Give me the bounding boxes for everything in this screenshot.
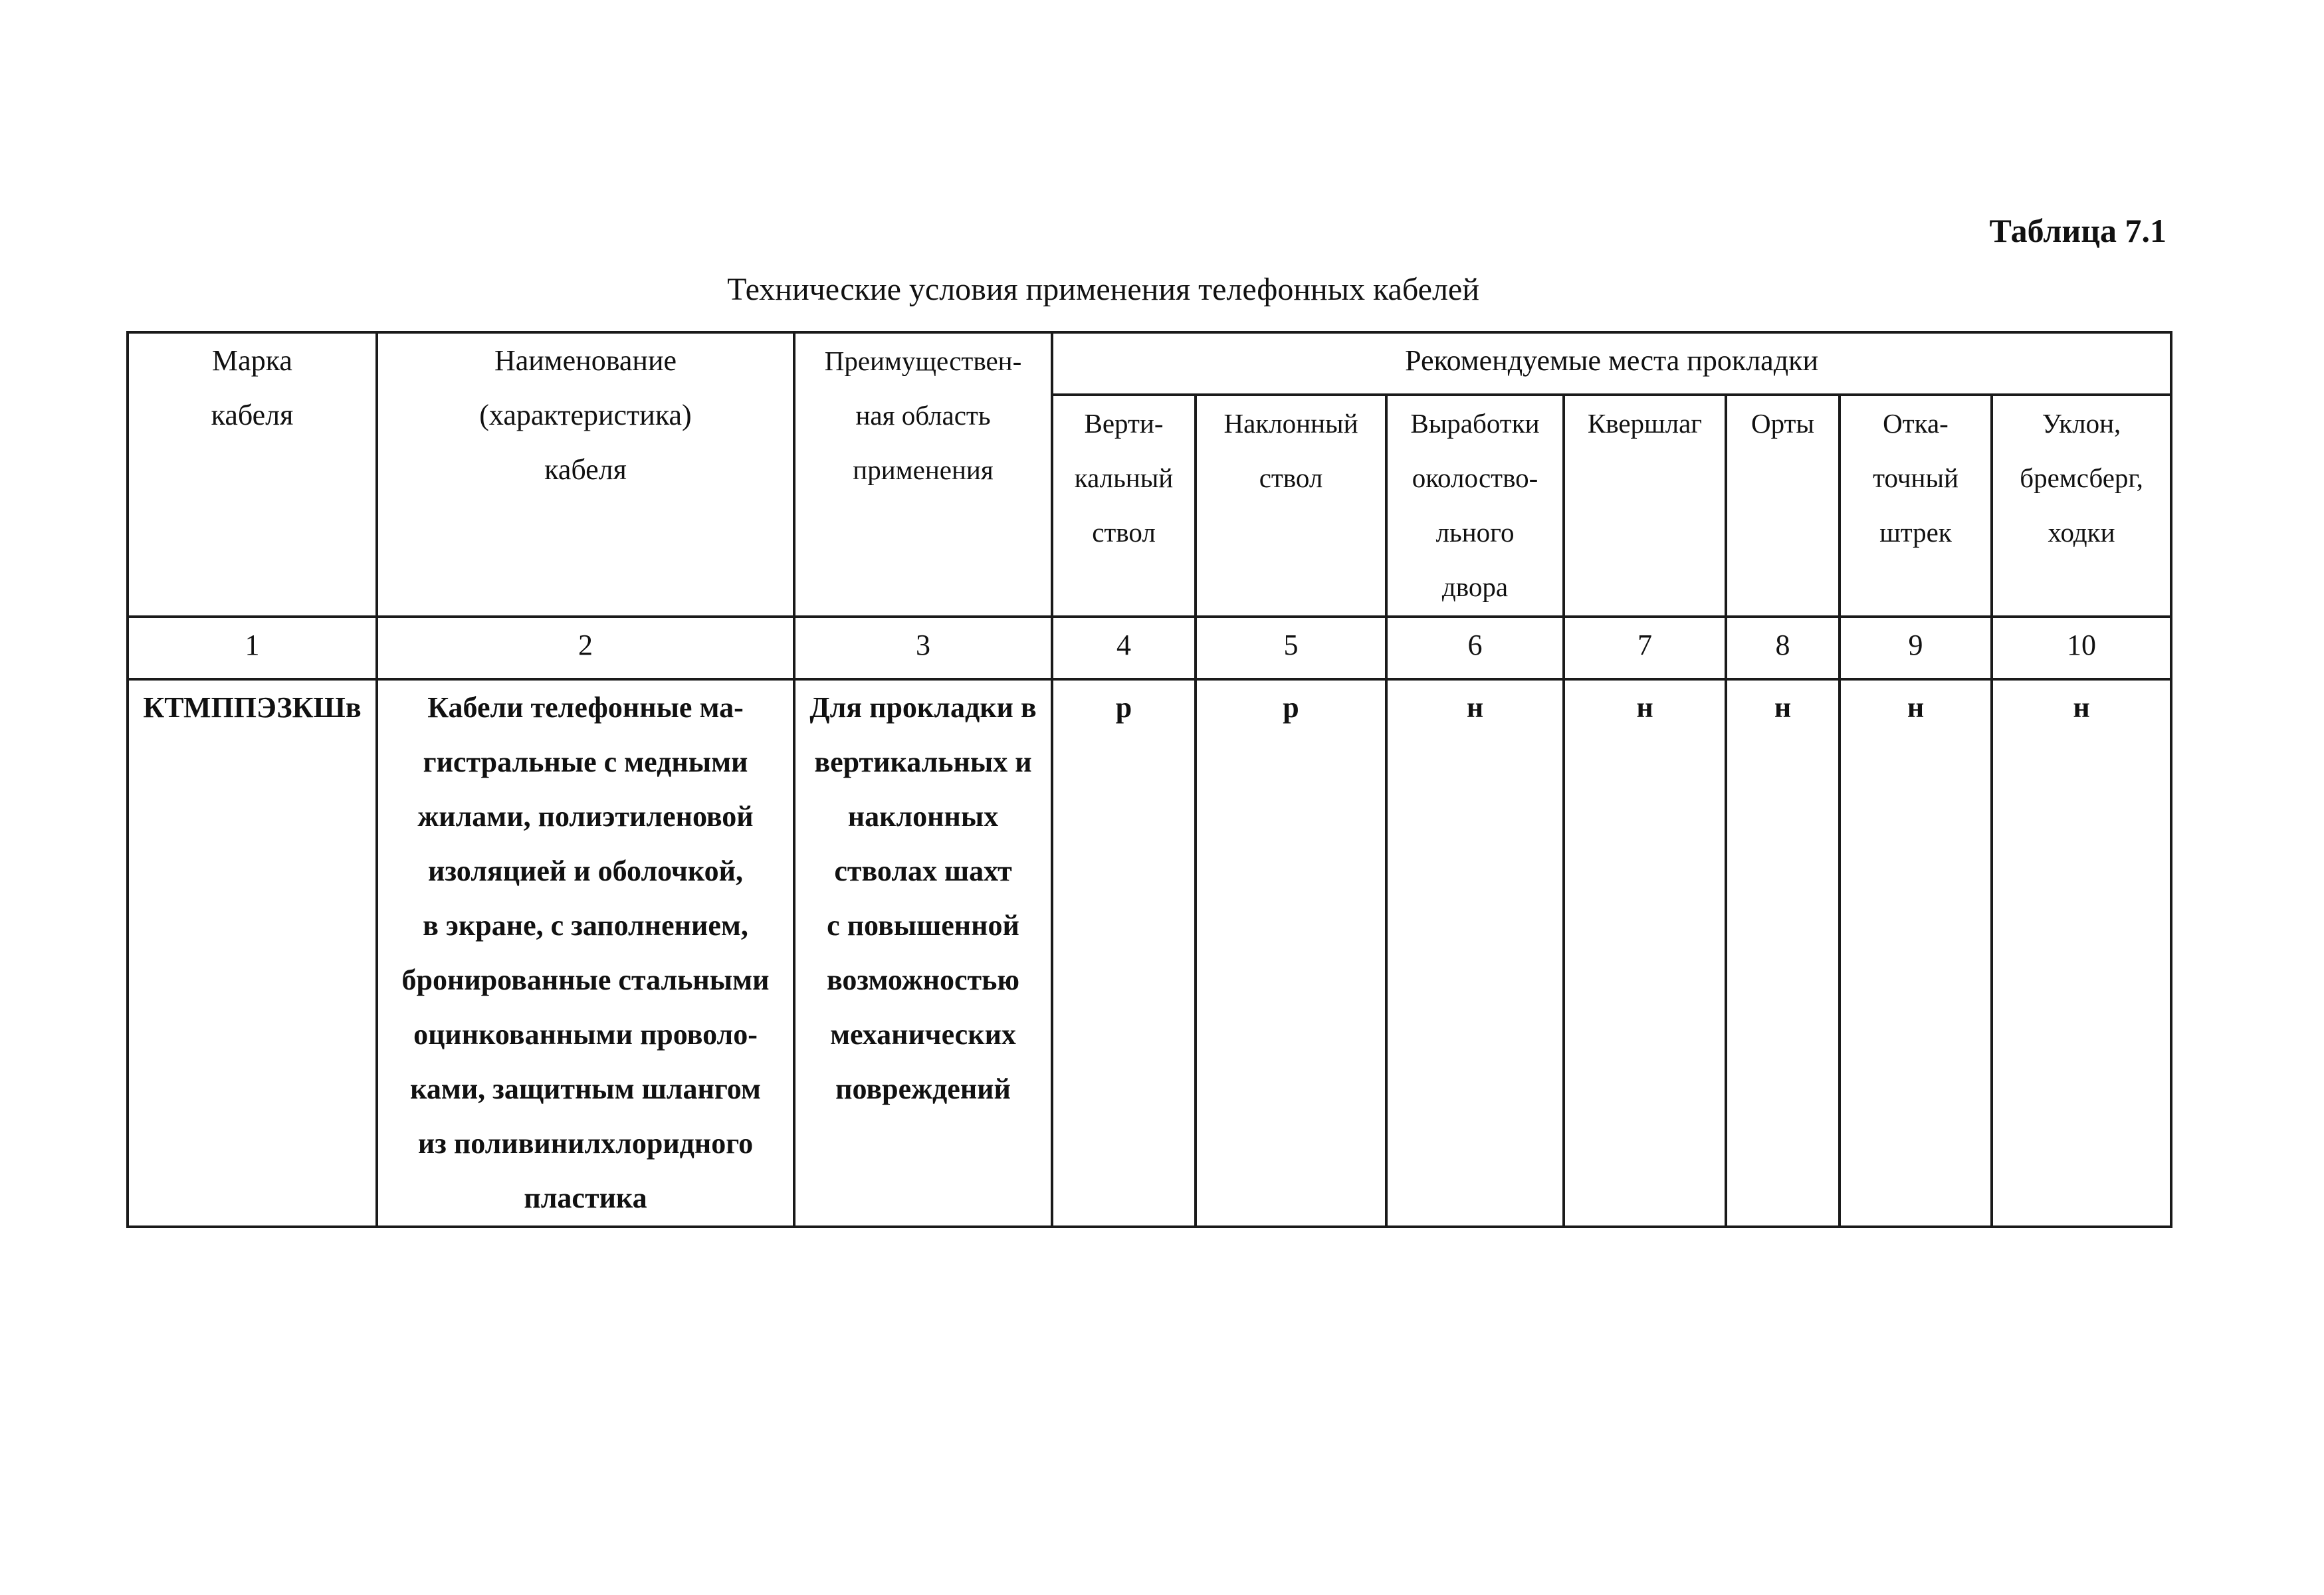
column-number: 7 bbox=[1564, 617, 1726, 679]
column-number: 10 bbox=[1992, 617, 2171, 679]
header-place-inclined-shaft bbox=[1196, 395, 1386, 617]
header-place-haulage-drift bbox=[1840, 395, 1992, 617]
column-number: 2 bbox=[377, 617, 794, 679]
header-row-1 bbox=[128, 332, 2171, 395]
cable-table bbox=[126, 331, 2172, 1228]
column-number: 4 bbox=[1052, 617, 1196, 679]
area-line: Для прокладки в bbox=[809, 691, 1037, 724]
header-area bbox=[794, 332, 1052, 617]
column-number: 8 bbox=[1726, 617, 1840, 679]
value-vertical-shaft: р bbox=[1052, 679, 1196, 1227]
header-place-line: двора bbox=[1441, 572, 1509, 602]
value-orts: н bbox=[1726, 679, 1840, 1227]
header-mark-line: кабеля bbox=[211, 399, 294, 431]
description-line: ками, защитным шлангом bbox=[410, 1073, 761, 1105]
header-name-line: (характеристика) bbox=[479, 399, 692, 431]
header-place-line: Верти- bbox=[1084, 408, 1164, 439]
header-places-title: Рекомендуемые места прокладки bbox=[1052, 332, 2171, 395]
description-line: в экране, с заполнением, bbox=[423, 909, 748, 942]
description-line: оцинкованными проволо- bbox=[413, 1018, 758, 1051]
header-place-line: штрек bbox=[1879, 517, 1952, 548]
column-number-row bbox=[128, 617, 2171, 679]
header-place-yard-workings bbox=[1386, 395, 1564, 617]
value-inclined-shaft: р bbox=[1196, 679, 1386, 1227]
header-area-line: применения bbox=[853, 455, 994, 485]
description-line: пластика bbox=[524, 1182, 647, 1214]
header-place-line: Квершлаг bbox=[1587, 408, 1703, 439]
value-yard-workings: н bbox=[1386, 679, 1564, 1227]
value-crosscut: н bbox=[1564, 679, 1726, 1227]
header-place-line: Наклонный bbox=[1223, 408, 1358, 439]
table-caption: Технические условия применения телефонных кабелей bbox=[727, 272, 1479, 307]
area-line: наклонных bbox=[847, 800, 999, 833]
area-line: вертикальных и bbox=[814, 746, 1032, 778]
header-place-line: Уклон, bbox=[2042, 408, 2121, 439]
header-name-line: Наименование bbox=[494, 344, 677, 377]
table-number: Таблица 7.1 bbox=[1989, 212, 2166, 249]
header-place-line: ствол bbox=[1259, 463, 1323, 493]
header-place-line: Орты bbox=[1750, 408, 1815, 439]
area-line: возможностью bbox=[826, 964, 1020, 996]
header-place-line: ходки bbox=[2048, 517, 2115, 548]
header-mark bbox=[128, 332, 377, 617]
description-line: изоляцией и оболочкой, bbox=[428, 855, 743, 887]
header-place-line: Отка- bbox=[1883, 408, 1949, 439]
header-place-line: околоство- bbox=[1412, 463, 1538, 493]
area-line: механических bbox=[830, 1018, 1016, 1051]
header-place-line: кальный bbox=[1074, 463, 1174, 493]
value-slope: н bbox=[1992, 679, 2171, 1227]
description-line: из поливинилхлоридного bbox=[417, 1127, 754, 1160]
application-area bbox=[794, 679, 1052, 1227]
header-name-line: кабеля bbox=[544, 453, 627, 486]
area-line: стволах шахт bbox=[834, 855, 1012, 887]
column-number: 3 bbox=[794, 617, 1052, 679]
column-number: 1 bbox=[128, 617, 377, 679]
header-place-slope bbox=[1992, 395, 2171, 617]
header-place-crosscut bbox=[1564, 395, 1726, 617]
header-place-line: Выработки bbox=[1410, 408, 1540, 439]
description-line: бронированные стальными bbox=[401, 964, 770, 996]
header-name bbox=[377, 332, 794, 617]
description-line: жилами, полиэтиленовой bbox=[417, 800, 754, 833]
header-place-line: бремсберг, bbox=[2020, 463, 2143, 493]
description-line: гистральные с медными bbox=[423, 746, 748, 778]
header-place-line: точный bbox=[1873, 463, 1958, 493]
table-row bbox=[128, 679, 2171, 1227]
header-mark-line: Марка bbox=[212, 344, 292, 377]
column-number: 9 bbox=[1840, 617, 1992, 679]
header-place-line: ствол bbox=[1092, 517, 1156, 548]
cable-mark: КТМППЭЗКШв bbox=[128, 679, 377, 1227]
header-place-vertical-shaft bbox=[1052, 395, 1196, 617]
cable-description bbox=[377, 679, 794, 1227]
column-number: 6 bbox=[1386, 617, 1564, 679]
column-number: 5 bbox=[1196, 617, 1386, 679]
header-place-orts bbox=[1726, 395, 1840, 617]
area-line: с повышенной bbox=[827, 909, 1019, 942]
area-line: повреждений bbox=[835, 1073, 1011, 1105]
header-area-line: ная область bbox=[855, 400, 991, 431]
header-area-line: Преимуществен- bbox=[824, 346, 1022, 376]
header-place-line: льного bbox=[1435, 517, 1515, 548]
description-line: Кабели телефонные ма- bbox=[427, 691, 744, 724]
value-haulage-drift: н bbox=[1840, 679, 1992, 1227]
